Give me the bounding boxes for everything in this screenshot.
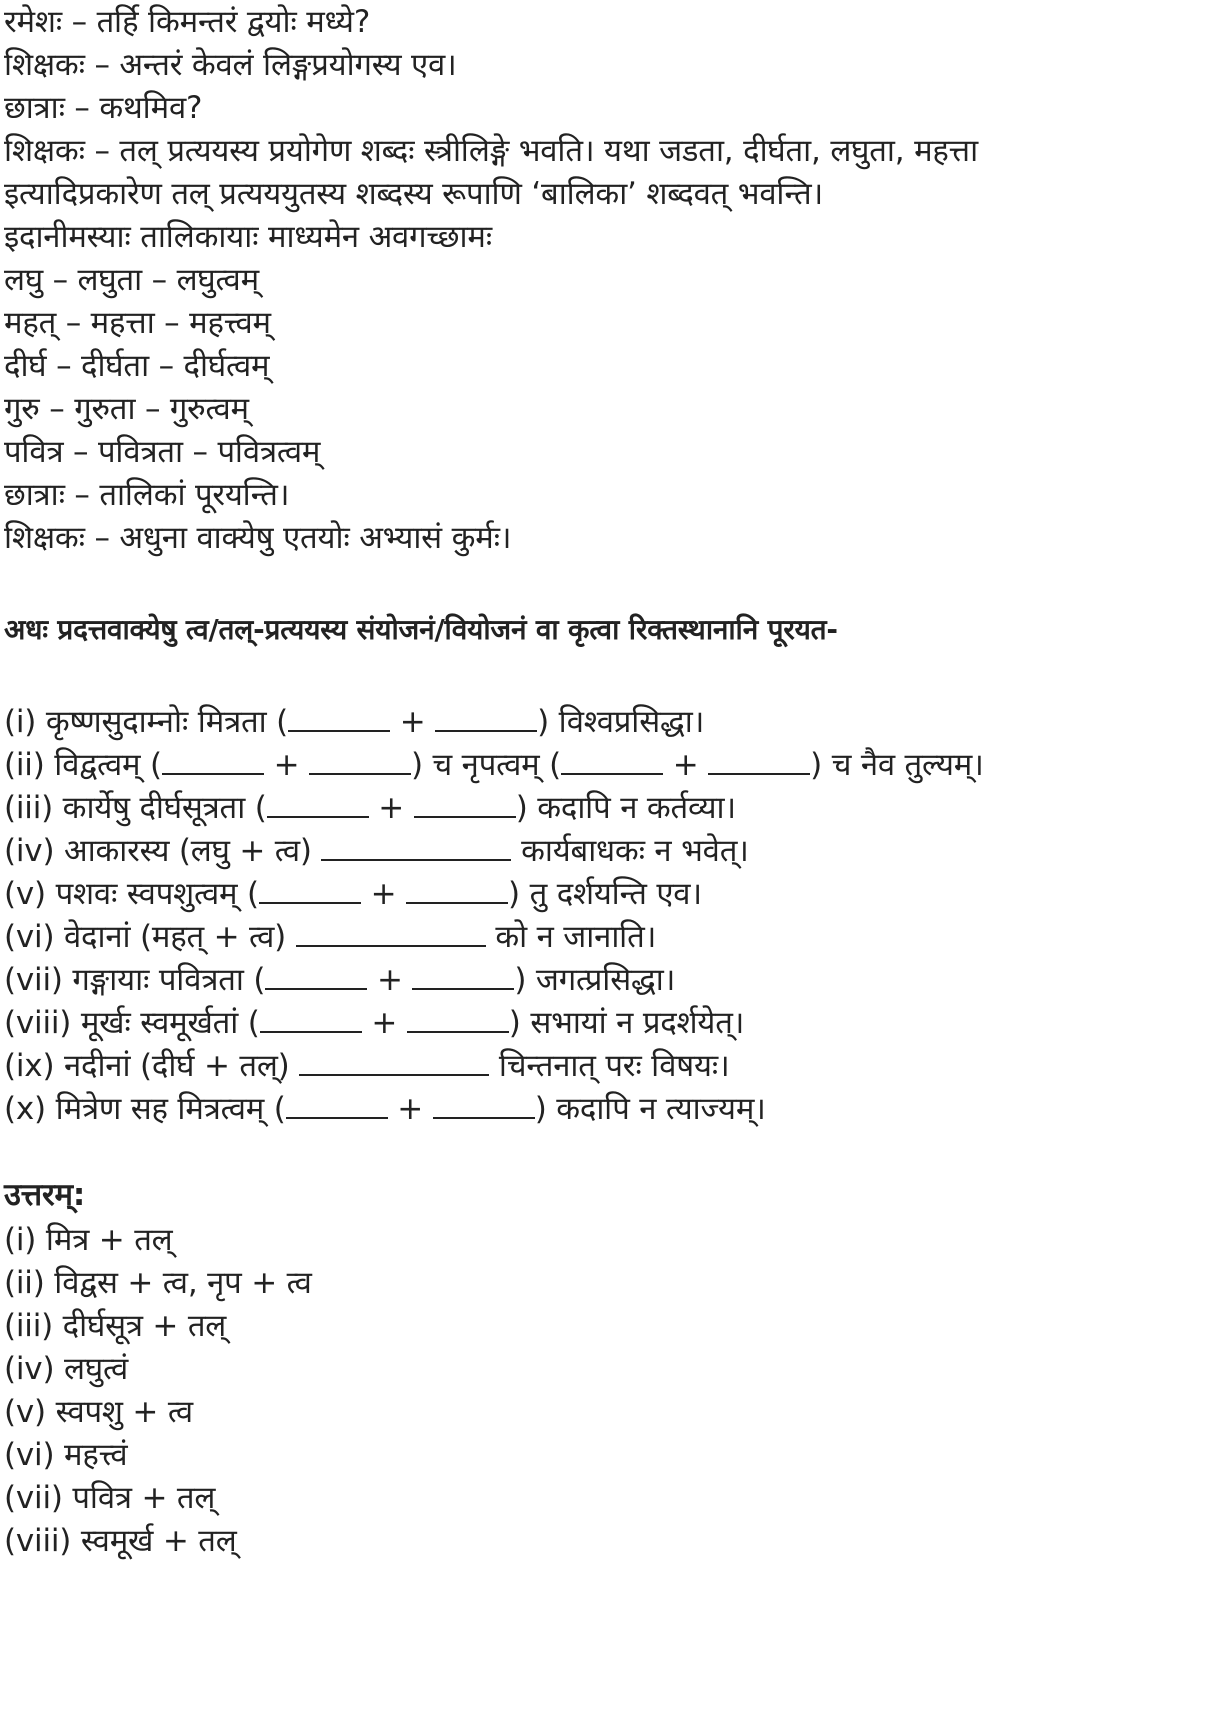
answer-blank[interactable] [414,786,516,818]
answer-item: (iv) लघुत्वं [4,1351,128,1387]
table-row: महत् – महत्ता – महत्त्वम् [4,305,271,341]
dialogue-line: शिक्षकः – अधुना वाक्येषु एतयोः अभ्यासं कुर्मः। [4,520,512,556]
plus-sign: + [397,1091,424,1127]
plus-sign: + [370,876,397,912]
question-prefix: (v) पशवः स्वपशुत्वम् ( [4,876,259,912]
dialogue-line: छात्राः – कथमिव? [4,90,203,126]
answer-blank[interactable] [433,1087,535,1119]
answer-blank[interactable] [299,1044,489,1076]
answer-blank[interactable] [321,829,511,861]
table-row: लघु – लघुता – लघुत्वम् [4,262,259,298]
answer-blank[interactable] [265,958,367,990]
question-suffix: ) तु दर्शयन्ति एव। [508,876,702,912]
question-prefix: (iii) कार्येषु दीर्घसूत्रता ( [4,790,267,826]
question-item [4,786,736,830]
answer-blank[interactable] [309,743,411,775]
question-prefix: (vi) वेदानां (महत् + त्व) [4,919,287,955]
question-item [4,829,749,873]
answer-blank[interactable] [435,700,537,732]
answer-item: (vii) पवित्र + तल् [4,1480,216,1516]
table-row: दीर्घ – दीर्घता – दीर्घत्वम् [4,348,270,384]
question-item [4,1044,730,1088]
question-prefix: (i) कृष्णसुदाम्नोः मित्रता ( [4,704,289,740]
answer-blank[interactable] [260,1001,362,1033]
question-middle: ) च नृपत्वम् ( [411,747,562,783]
dialogue-line: रमेशः – तर्हि किमन्तरं द्वयोः मध्ये? [4,4,371,40]
plus-sign: + [672,747,699,783]
question-suffix: ) सभायां न प्रदर्शयेत्। [508,1005,745,1041]
answer-item: (iii) दीर्घसूत्र + तल् [4,1308,227,1344]
plus-sign: + [378,790,405,826]
answer-blank[interactable] [162,743,264,775]
answer-item: (ii) विद्वस + त्व, नृप + त्व [4,1265,312,1301]
answer-item: (i) मित्र + तल् [4,1222,173,1258]
dialogue-line: इदानीमस्याः तालिकायाः माध्यमेन अवगच्छामः [4,219,492,255]
answer-blank[interactable] [708,743,810,775]
answer-item: (viii) स्वमूर्ख + तल् [4,1523,237,1559]
dialogue-line: इत्यादिप्रकारेण तल् प्रत्यययुतस्य शब्दस्य रूपाणि ‘बालिका’ शब्दवत् भवन्ति। [4,176,824,212]
question-prefix: (vii) गङ्गायाः पवित्रता ( [4,962,266,998]
question-item [4,1087,766,1131]
question-suffix: ) जगत्प्रसिद्धा। [514,962,676,998]
answer-item: (v) स्वपशु + त्व [4,1394,193,1430]
dialogue-line: शिक्षकः – तल् प्रत्ययस्य प्रयोगेण शब्दः स्त्रीलिङ्गे भवति। यथा जडता, दीर्घता, लघुता, महत्ता [4,133,978,169]
question-item [4,915,656,959]
question-suffix: कार्यबाधकः न भवेत्। [521,833,749,869]
question-prefix: (ix) नदीनां (दीर्घ + तल्) [4,1048,290,1084]
table-row: पवित्र – पवित्रता – पवित्रत्वम् [4,434,321,470]
answer-blank[interactable] [296,915,486,947]
question-prefix: (x) मित्रेण सह मित्रत्वम् ( [4,1091,286,1127]
question-item [4,743,984,787]
dialogue-line: छात्राः – तालिकां पूरयन्ति। [4,477,290,513]
question-item [4,872,702,916]
question-item [4,700,704,744]
question-prefix: (iv) आकारस्य (लघु + त्व) [4,833,312,869]
question-suffix: ) कदापि न त्याज्यम्। [534,1091,766,1127]
question-suffix: ) कदापि न कर्तव्या। [515,790,736,826]
answer-blank[interactable] [407,1001,509,1033]
question-suffix: चिन्तनात् परः विषयः। [498,1048,730,1084]
answer-blank[interactable] [561,743,663,775]
answer-blank[interactable] [288,700,390,732]
table-row: गुरु – गुरुता – गुरुत्वम् [4,391,249,427]
dialogue-line: शिक्षकः – अन्तरं केवलं लिङ्गप्रयोगस्य एव। [4,47,457,83]
plus-sign: + [376,962,403,998]
plus-sign: + [371,1005,398,1041]
answer-blank[interactable] [406,872,508,904]
question-prefix: (viii) मूर्खः स्वमूर्खतां ( [4,1005,260,1041]
answer-blank[interactable] [286,1087,388,1119]
answer-heading: उत्तरम्: [4,1177,86,1213]
question-suffix: ) विश्वप्रसिद्धा। [537,704,705,740]
question-item [4,1001,744,1045]
answer-item: (vi) महत्त्वं [4,1437,128,1473]
plus-sign: + [399,704,426,740]
question-suffix: ) च नैव तुल्यम्। [810,747,984,783]
exercise-heading: अधः प्रदत्तवाक्येषु त्व/तल्-प्रत्ययस्य संयोजनं/वियोजनं वा कृत्वा रिक्तस्थानानि पूरयत- [4,613,838,646]
plus-sign: + [273,747,300,783]
question-suffix: को न जानाति। [495,919,657,955]
question-item [4,958,675,1002]
answer-blank[interactable] [267,786,369,818]
answer-blank[interactable] [259,872,361,904]
answer-blank[interactable] [412,958,514,990]
question-prefix: (ii) विद्वत्वम् ( [4,747,162,783]
